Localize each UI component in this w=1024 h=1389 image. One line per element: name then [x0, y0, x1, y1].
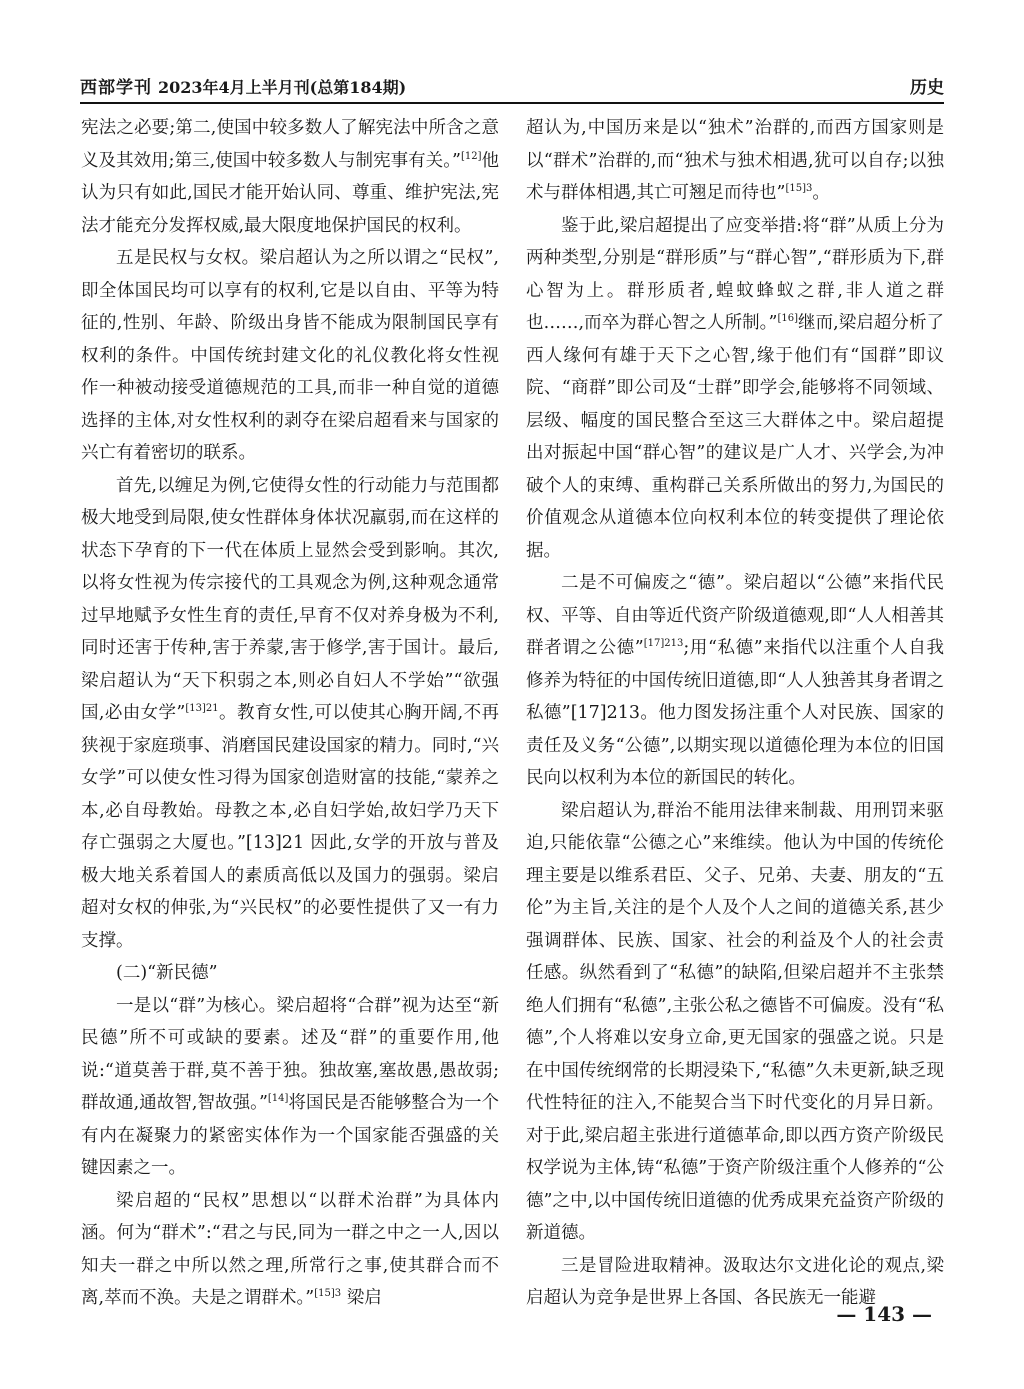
right-column — [526, 112, 944, 1315]
journal-name: 西部学刊 — [80, 78, 152, 98]
paragraph: 二是不可偏废之“德”。梁启超以“公德”来指代民权、平等、自由等近代资产阶级道德观,即“人人相善其群者谓之公德”$^{[17]213}$;用“私德”来指代以注重个人自我修养为特征的中国传统旧道德,即“人人独善其身者谓之私德”[17]213。他力图发扬注重个人对民族、国家的责任及义务“公德”,以期实现以道德伦理为本位的旧国民向以权利为本位的新国民的转化。 — [526, 573, 944, 788]
issue-info: 2023年4月上半月刊(总第184期) — [158, 78, 407, 97]
left-column — [81, 112, 499, 1315]
header-left — [80, 73, 406, 102]
paragraph: 梁启超的“民权”思想以“以群术治群”为具体内涵。何为“群术”:“君之与民,同为一群之中之一人,因以知夫一群之中所以然之理,所常行之事,使其群合而不离,萃而不涣。夫是之谓群术。”$^{[15]3}$ 梁启 — [81, 1190, 499, 1308]
paragraph: 鉴于此,梁启超提出了应变举措:将“群”从质上分为两种类型,分别是“群形质”与“群心智”,“群形质为下,群心智为上。群形质者,蝗蚊蜂蚁之群,非人道之群也……,而卒为群心智之人所制。”[16]继而,梁启超分析了西人缘何有雄于天下之心智,缘于他们有“国群”即议院、“商群”即公司及“士群”即学会,能够将不同领域、层级、幅度的国民整合至这三大群体之中。梁启超提出对振起中国“群心智”的建议是广人才、兴学会,为冲破个人的束缚、重构群己关系所做出的努力,为国民的价值观念从道德本位向权利本位的转变提供了理论依据。 — [526, 215, 944, 561]
paragraph: 宪法之必要;第二,使国中较多数人了解宪法中所含之意义及其效用;第三,使国中较多数人与制宪事有关。”[12]他认为只有如此,国民才能开始认同、尊重、维护宪法,宪法才能充分发挥权威,最大限度地保护国民的权利。 — [81, 118, 500, 236]
paragraph: 五是民权与女权。梁启超认为之所以谓之“民权”,即全体国民均可以享有的权利,它是以自由、平等为特征的,性别、年龄、阶级出身皆不能成为限制国民享有权利的条件。中国传统封建文化的礼仪教化将女性视作一种被动接受道德规范的工具,而非一种自觉的道德选择的主体,对女性权利的剥夺在梁启超看来与国家的兴亡有着密切的联系。 — [81, 248, 499, 463]
section-subheading: (二)“新民德” — [116, 963, 218, 983]
paragraph: 梁启超认为,群治不能用法律来制裁、用刑罚来驱迫,只能依靠“公德之心”来维续。他认为中国的传统伦理主要是以维系君臣、父子、兄弟、夫妻、朋友的“五伦”为主旨,关注的是个人及个人之间的道德关系,甚少强调群体、民族、国家、社会的利益及个人的社会责任感。纵然看到了“私德”的缺陷,但梁启超并不主张禁绝人们拥有“私德”,主张公私之德皆不可偏废。没有“私德”,个人将难以安身立命,更无国家的强盛之说。只是在中国传统纲常的长期浸染下,“私德”久未更新,缺乏现代性特征的注入,不能契合当下时代变化的月异日新。对于此,梁启超主张进行道德革命,即以西方资产阶级民权学说为主体,铸“私德”于资产阶级注重个人修养的“公德”之中,以中国传统旧道德的优秀成果充益资产阶级的新道德。 — [526, 800, 944, 1243]
paragraph: 首先,以缠足为例,它使得女性的行动能力与范围都极大地受到局限,使女性群体身体状况羸弱,而在这样的状态下孕育的下一代在体质上显然会受到影响。其次,以将女性视为传宗接代的工具观念为例,这种观念通常过早地赋予女性生育的责任,早育不仅对养身极为不利,同时还害于传种,害于养蒙,害于修学,害于国计。最后,梁启超认为“天下积弱之本,则必自妇人不学始”“欲强国,必由女学”$^{[13]21}$。教育女性,可以使其心胸开阔,不再狭视于家庭琐事、消磨国民建设国家的精力。同时,“兴女学”可以使女性习得为国家创造财富的技能,“蒙养之本,必自母教始。母教之本,必自妇学始,故妇学乃天下存亡强弱之大厦也。”[13]21 因此,女学的开放与普及极大地关系着国人的素质高低以及国力的强弱。梁启超对女权的伸张,为“兴民权”的必要性提供了又一有力支撑。 — [81, 475, 500, 951]
paragraph: 超认为,中国历来是以“独术”治群的,而西方国家则是以“群术”治群的,而“独术与独术相遇,犹可以自存;以独术与群体相遇,其亡可翘足而待也”$^{[15]3}$。 — [526, 118, 944, 203]
section-name: 历史 — [910, 78, 944, 98]
paragraph: 三是冒险进取精神。汲取达尔文进化论的观点,梁启超认为竞争是世界上各国、各民族无一能避 — [526, 1255, 944, 1308]
page-number: — 143 — — [836, 1302, 932, 1326]
running-header — [80, 72, 944, 104]
paragraph: 一是以“群”为核心。梁启超将“合群”视为达至“新民德”所不可或缺的要素。述及“群”的重要作用,他说:“道莫善于群,莫不善于独。独故塞,塞故愚,愚故弱;群故通,通故智,智故强。”[14]将国民是否能够整合为一个有内在凝聚力的紧密实体作为一个国家能否强盛的关键因素之一。 — [81, 995, 500, 1178]
